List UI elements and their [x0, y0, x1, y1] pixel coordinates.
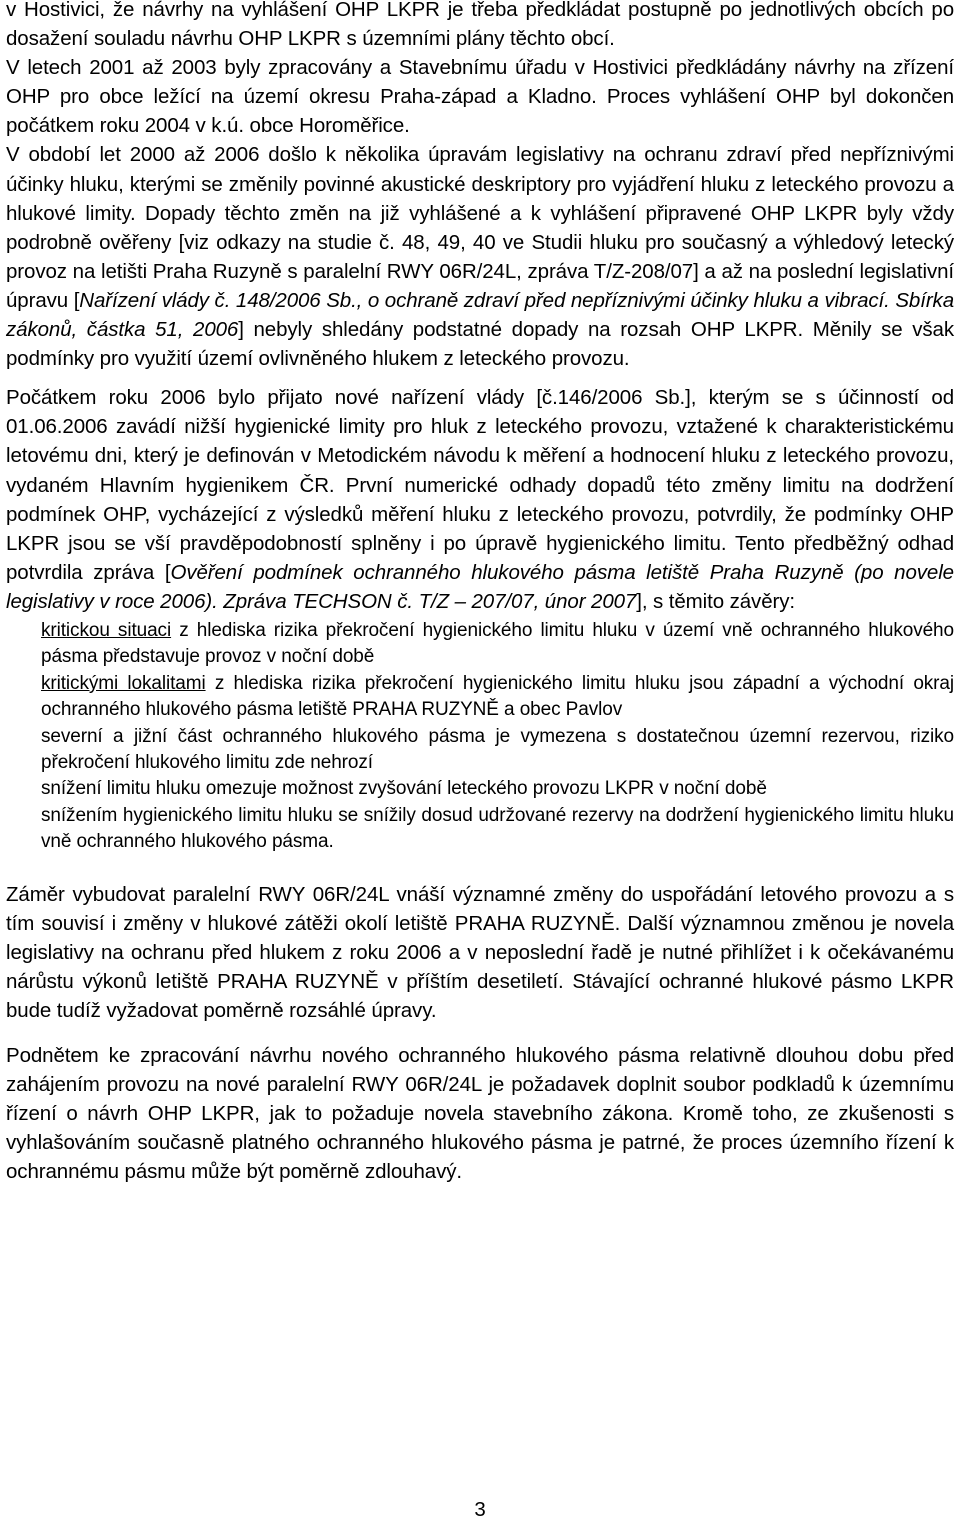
conclusion-keyword: kritickou situaci: [41, 619, 172, 641]
conclusion-item: [41, 671, 954, 724]
runway-paragraph: Záměr vybudovat paralelní RWY 06R/24L vnáší významné změny do uspořádání letového provozu a s tím souvisí i změny v hlukové zátěži okolí letiště PRAHA RUZYNĚ. Další významnou změnou je novela legislativy na ochranu před hlukem z roku 2006 a v neposlední řadě je nutné přihlížet i k očekávanému nárůstu výkonů letiště PRAHA RUZYNĚ v příštím desetiletí. Stávající ochranné hlukové pásmo LKPR bude tudíž vyžadovat poměrně rozsáhlé úpravy.: [6, 882, 954, 1022]
regulation-text-c: ], s těmito závěry:: [636, 589, 795, 613]
conclusion-keyword: kritickými lokalitami: [41, 672, 206, 694]
page-number: 3: [474, 1498, 486, 1521]
conclusion-text: severní a jižní část ochranného hlukového pásma je vymezena s dostatečnou územní rezervou, riziko překročení hlukového limitu zde nehrozí: [41, 725, 954, 773]
document-page: [6, 0, 954, 1537]
conclusion-item: [41, 724, 954, 777]
conclusion-text: z hlediska rizika překročení hygienického limitu hluku v území vně ochranného hlukového pásma představuje provoz v noční době: [41, 619, 954, 668]
conclusions-list: [41, 618, 954, 856]
conclusion-item: [41, 803, 954, 856]
conclusion-text: snížení limitu hluku omezuje možnost zvyšování leteckého provozu LKPR v noční době: [41, 778, 767, 800]
conclusion-item: [41, 776, 954, 802]
legislation-paragraph: [6, 140, 954, 373]
conclusion-item: [41, 618, 954, 671]
legislation-text-c: ] nebyly shledány podstatné dopady na rozsah OHP LKPR. Měnily se však podmínky pro využití území ovlivněného hlukem z leteckého provozu.: [6, 318, 954, 371]
intro-paragraph-1: v Hostivici, že návrhy na vyhlášení OHP LKPR je třeba předkládat postupně po jednotlivých obcích po dosažení souladu návrhu OHP LKPR s územními plány těchto obcí.: [6, 0, 954, 51]
regulation-text-a: Počátkem roku 2006 bylo přijato nové nařízení vlády [č.146/2006 Sb.], kterým se s účinností od 01.06.2006 zavádí nižší hygienické limity pro hluk z leteckého provozu, vztažené k charakteristickému letovému dni, který je definován v Metodickém návodu k měření a hodnocení hluku z leteckého provozu, vydaném Hlavním hygienikem ČR. První numerické odhady dopadů této změny limitu na dodržení podmínek OHP, vycházející z výsledků měření hluku z leteckého provozu, potvrdily, že podmínky OHP LKPR jsou se vší pravděpodobností splněny i po úpravě hygienického limitu. Tento předběžný odhad potvrdila zpráva [: [6, 386, 954, 584]
conclusion-text: z hlediska rizika překročení hygienického limitu hluku jsou západní a východní okraj ochranného hlukového pásma letiště PRAHA RUZYNĚ a obec Pavlov: [41, 672, 954, 721]
regulation-citation: Ověření podmínek ochranného hlukového pásma letiště Praha Ruzyně (po novele legislativy v roce 2006). Zpráva TECHSON č. T/Z – 207/07, únor 2007: [6, 560, 954, 613]
intro-paragraph-2: V letech 2001 až 2003 byly zpracovány a Stavebnímu úřadu v Hostivici předkládány návrhy na zřízení OHP pro obce ležící na území okresu Praha-západ a Kladno. Proces vyhlášení OHP byl dokončen počátkem roku 2004 v k.ú. obce Horoměřice.: [6, 56, 954, 138]
regulation-paragraph: [6, 383, 954, 616]
motivation-paragraph: Podnětem ke zpracování návrhu nového ochranného hlukového pásma relativně dlouhou dobu před zahájením provozu na nové paralelní RWY 06R/24L je požadavek doplnit soubor podkladů k územnímu řízení o návrh OHP LKPR, jak to požaduje novela stavebního zákona. Kromě toho, ze zkušenosti s vyhlašováním současně platného ochranného hlukového pásma je patrné, že proces územního řízení k ochrannému pásmu může být poměrně zdlouhavý.: [6, 1044, 954, 1184]
legislation-citation: Nařízení vlády č. 148/2006 Sb., o ochraně zdraví před nepříznivými účinky hluku a vibrací. Sbírka zákonů, částka 51, 2006: [6, 288, 954, 342]
conclusion-text: snížením hygienického limitu hluku se snížily dosud udržované rezervy na dodržení hygienického limitu hluku vně ochranného hlukového pásma.: [41, 804, 954, 853]
legislation-text-a: V období let 2000 až 2006 došlo k několika úpravám legislativy na ochranu zdraví před nepříznivými účinky hluku, kterými se změnily povinné akustické deskriptory pro vyjádření hluku z leteckého provozu a hlukové limity. Dopady těchto změn na již vyhlášené a k vyhlášení připravené OHP LKPR byly vždy podrobně ověřeny [viz odkazy na studie č. 48, 49, 40 ve Studii hluku pro současný a výhledový letecký provoz na letišti Praha Ruzyně s paralelní RWY 06R/24L, zpráva T/Z-208/07] a až na poslední legislativní úpravu [: [6, 143, 954, 312]
